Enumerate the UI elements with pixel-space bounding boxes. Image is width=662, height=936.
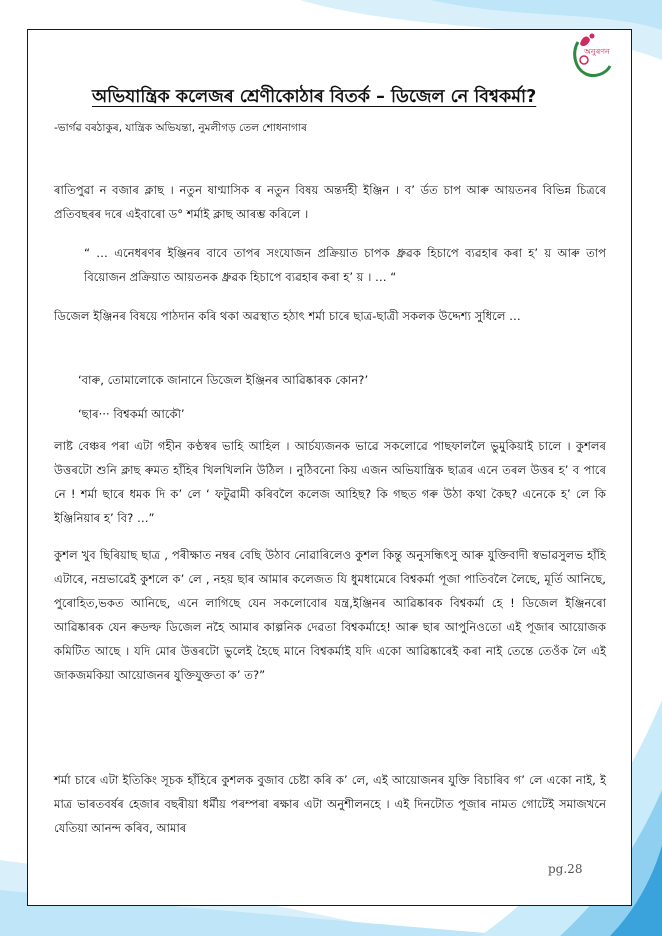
paragraph-7: কুশল খুব ছিৰিয়াছ ছাত্ৰ , পৰীক্ষাত নম্বৰ বেছি উঠাব নোৱাৰিলেও কুশল কিন্তু অনুসন্ধিৎসু আৰু যুক্তিবাদী স্বভাৱসুলভ হাঁহি এটাৰে, নম্ৰভাৱেই কুশলে ক’ লে , নহয় ছাৰ আমাৰ কলেজত যি ধুমধামেৰে বিশ্বকৰ্মা পূজা পাতিবলৈ লৈছে, মূৰ্তি আনিছে, পুৰোহিত,ভকত আনিছে, এনে লাগিছে যেন সকলোবোৰ যন্ত্ৰ,ইঞ্জিনৰ আৱিষ্কাৰক বিশ্বকৰ্মা হে ! ডিজেল ইঞ্জিনৰো আৱিষ্কাৰক যেন ৰুডল্ফ ডিজেল নহৈ আমাৰ কাল্পনিক দেৱতা বিশ্বকৰ্মাহে! আৰু ছাৰ আপুনিওতো এই পূজাৰ আয়োজক কমিটিত আছে । যদি মোৰ উত্তৰটো ভুলেই হৈছে মানে বিশ্বকৰ্মাই যদি একো আৱিষ্কাৰেই কৰা নাই তেন্তে তেওঁক লৈ এই জাকজমকিয়া আয়োজনৰ যুক্তিযুক্ততা ক’ ত?”	[54, 548, 606, 682]
article-title: অভিযান্ত্রিক কলেজৰ শ্ৰেণীকোঠাৰ বিতৰ্ক – ডিজেল নে বিশ্বকৰ্মা?	[92, 87, 537, 107]
paragraph-8: শৰ্মা চাৰে এটা ইতিকিং সূচক হাঁহিৰে কুশলক বুজাব চেষ্টা কৰি ক’ লে, এই আয়োজনৰ যুক্তি বিচাৰিব গ’ লে একো নাই, ই মাত্ৰ ভাৰতবৰ্ষৰ হেজাৰ বছৰীয়া ধৰ্মীয় পৰম্পৰা ৰক্ষাৰ এটা অনুশীলনহে । এই দিনটোত পূজাৰ নামত গোটেই সমাজখনে যেতিয়া আনন্দ কৰিব, আমাৰ	[54, 773, 606, 835]
paragraph-4: ‘বাৰু, তোমালোকে জানানে ডিজেল ইঞ্জিনৰ আৱিষ্কাৰক কোন?’	[78, 373, 369, 387]
paragraph-6: লাষ্ট বেঞ্চৰ পৰা এটা গহীন কণ্ঠস্বৰ ভাহি আহিল । আৰ্চয্যজনক ভাৱে সকলোৱে পাছফাললৈ ভুমুকিয়াই চালে । কুশলৰ উত্তৰটো শুনি ক্লাছ ৰুমত হাঁহিৰ খিলখিলনি উঠিল । নুঠিবনো কিয় এজন অভিযান্ত্ৰিক ছাত্ৰৰ এনে তৰল উত্তৰ হ’ ব পাৰে নে ! শৰ্মা ছাৰে ধমক দি ক’ লে ‘ ফটুৱামী কৰিবলৈ কলেজ আহিছ? কি গছত গৰু উঠা কথা কৈছ? এনেকে হ’ লে কি ইঞ্জিনিয়াৰ হ’ বি? …”	[54, 439, 607, 525]
paragraph-2: “ … এনেধৰণৰ ইঞ্জিনৰ বাবে তাপৰ সংযোজন প্ৰক্ৰিয়াত চাপক ধ্ৰুৱক হিচাপে ব্যৱহাৰ কৰা হ’ য় আৰু তাপ বিয়োজন প্ৰক্ৰিয়াত আয়তনক ধ্ৰুৱক হিচাপে ব্যৱহাৰ কৰা হ’ য় । … “	[84, 246, 606, 284]
page-number: pg.28	[548, 862, 583, 876]
author-byline: -ভাৰ্গৱ বৰঠাকুৰ, যান্ত্রিক অভিযন্তা, নুমলীগড় তেল শোধনাগাৰ	[54, 122, 307, 134]
paragraph-5: ‘ছাৰ··· বিশ্বকৰ্মা আকৌ’	[78, 407, 185, 421]
logo-text: অনুৰণন	[584, 47, 610, 56]
paragraph-1: ৰাতিপুৱা ন বজাৰ ক্লাছ । নতুন ষাণ্মাসিক ৰ নতুন বিষয় অন্তৰ্দহী ইঞ্জিন । ব’ ৰ্ডত চাপ আৰু আয়তনৰ বিভিন্ন চিত্ৰৰে প্ৰতিবছৰৰ দৰে এইবাৰো ড° শৰ্মাই ক্লাছ আৰম্ভ কৰিলে ।	[54, 183, 606, 221]
paragraph-3: ডিজেল ইঞ্জিনৰ বিষয়ে পাঠদান কৰি থকা অৱস্থাত হঠাৎ শৰ্মা চাৰে ছাত্ৰ-ছাত্ৰী সকলক উদ্দেশ্য সুধিলে …	[54, 309, 521, 323]
